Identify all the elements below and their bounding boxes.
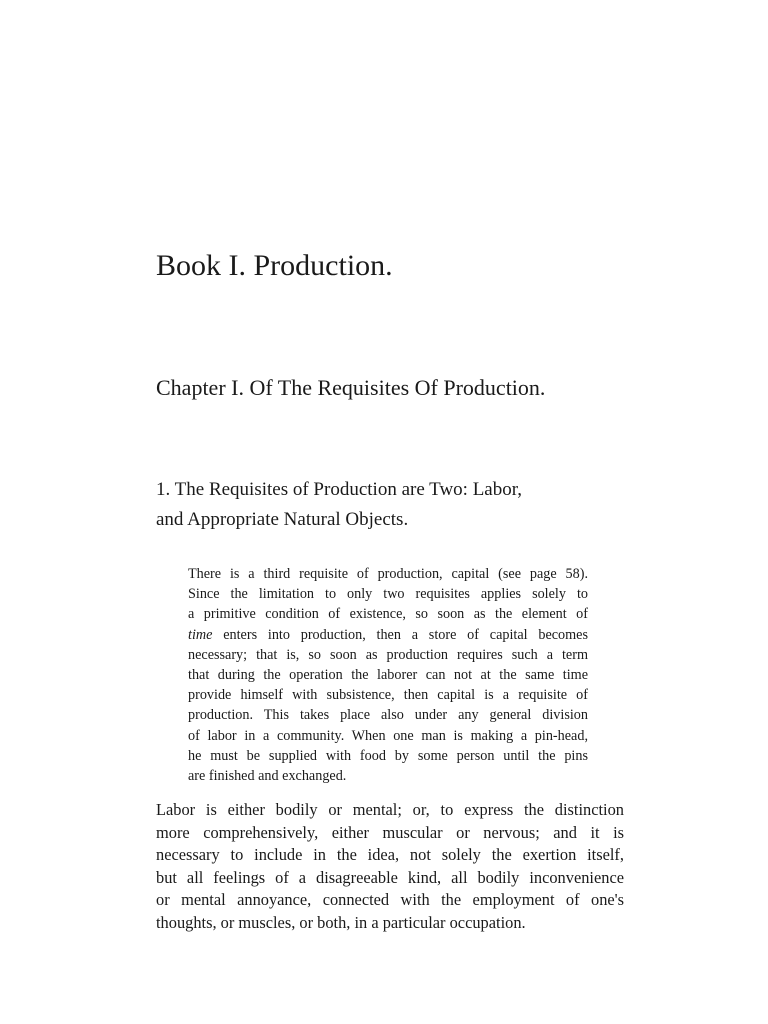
body-line: Labor is either bodily or mental; or, to express the distinction <box>156 800 624 819</box>
section-heading-line-1: 1. The Requisites of Production are Two: Labor, <box>156 479 523 500</box>
chapter-title: Chapter I. Of The Requisites Of Production. <box>156 375 546 400</box>
note-line <box>188 625 588 645</box>
note-line: There is a third requisite of production, capital (see page 58). <box>188 566 588 582</box>
note-line: of labor in a community. When one man is making a pin-head, <box>188 727 588 744</box>
body-line: more comprehensively, either muscular or nervous; and it is <box>156 822 624 842</box>
note-block <box>188 564 588 786</box>
body-line: necessary to include in the idea, not solely the exertion itself, <box>156 845 624 865</box>
note-line: are finished and exchanged. <box>188 768 347 785</box>
section-heading <box>156 475 522 535</box>
note-line: provide himself with subsistence, then capital is a requisite of <box>188 687 588 704</box>
note-italic-word: time <box>188 626 213 643</box>
note-line: he must be supplied with food by some person until the pins <box>188 747 588 764</box>
note-line: necessary; that is, so soon as production requires such a term <box>188 646 588 663</box>
body-line: but all feelings of a disagreeable kind, all bodily inconvenience <box>156 867 624 887</box>
book-title: Book I. Production. <box>156 249 393 282</box>
note-line: that during the operation the laborer can not at the same time <box>188 667 588 684</box>
body-line: or mental annoyance, connected with the employment of one's <box>156 890 624 910</box>
note-line: a primitive condition of existence, so soon as the element of <box>188 606 588 623</box>
note-line-rest: enters into production, then a store of capital becomes <box>212 626 588 643</box>
note-line: Since the limitation to only two requisites applies solely to <box>188 586 588 603</box>
body-line: thoughts, or muscles, or both, in a particular occupation. <box>156 912 526 932</box>
section-heading-line-2: and Appropriate Natural Objects. <box>156 509 409 530</box>
body-paragraph <box>156 799 624 935</box>
note-line: production. This takes place also under any general division <box>188 707 588 724</box>
